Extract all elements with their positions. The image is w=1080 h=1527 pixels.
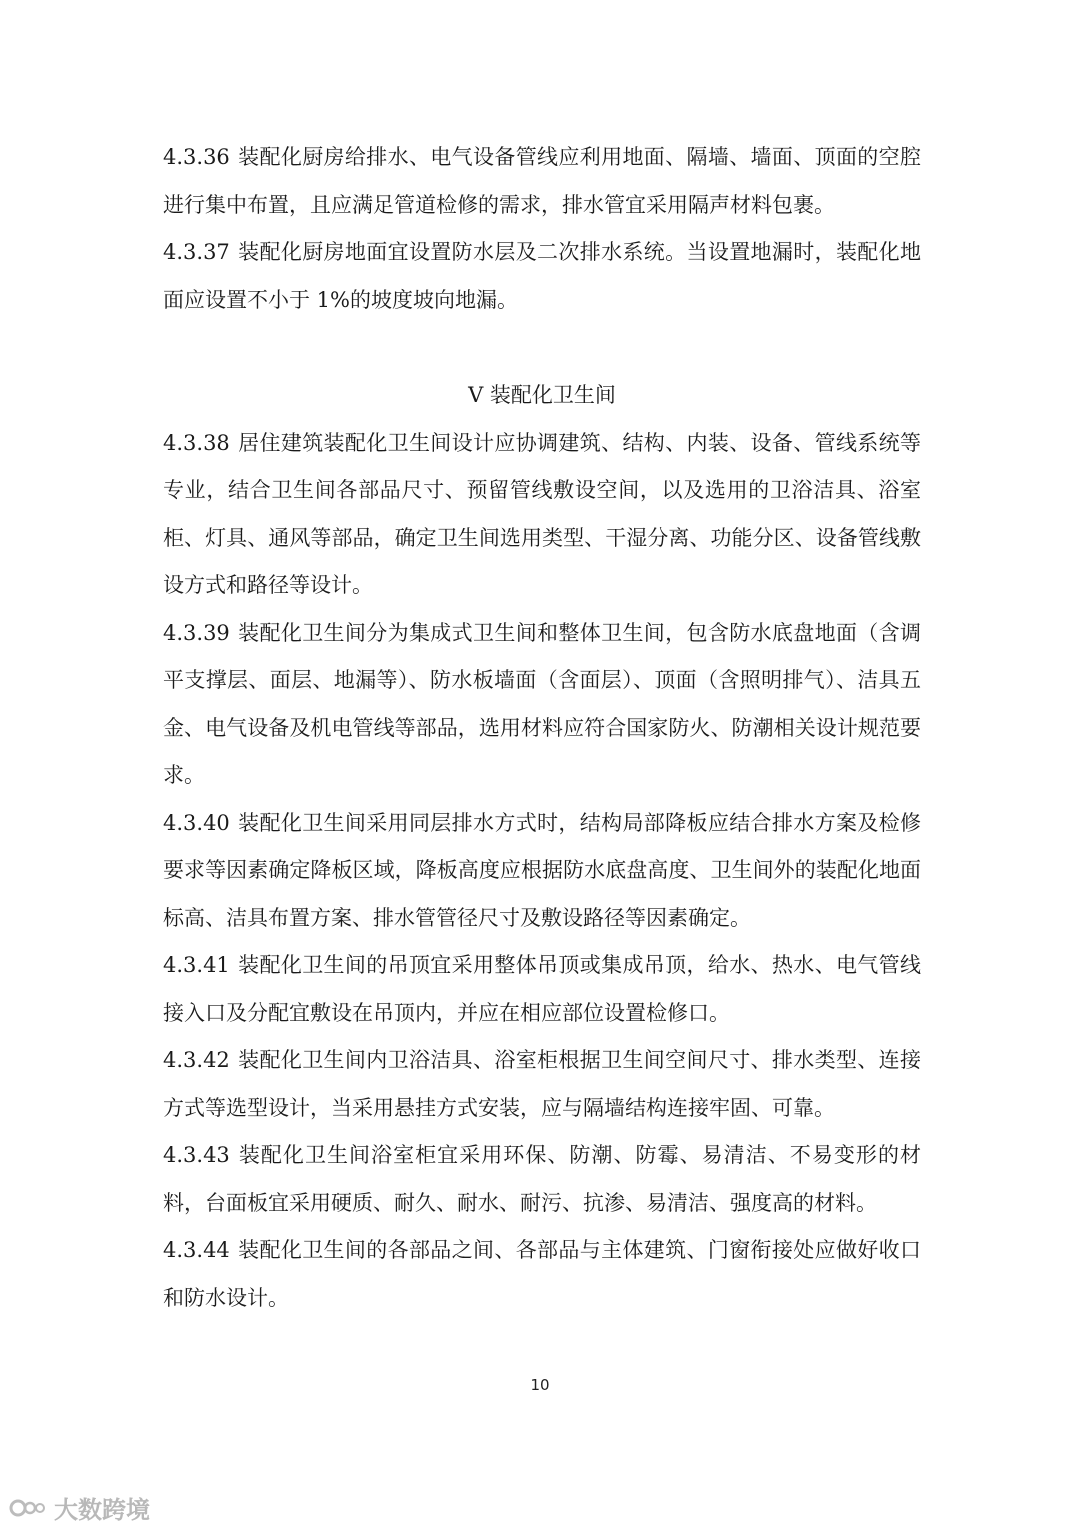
clause-text: 装配化卫生间内卫浴洁具、浴室柜根据卫生间空间尺寸、排水类型、连接方式等选型设计，当采用悬挂方式安装，应与隔墙结构连接牢固、可靠。 xyxy=(163,1048,921,1120)
clause-4-3-38 xyxy=(163,420,921,610)
clause-text: 装配化卫生间的吊顶宜采用整体吊顶或集成吊顶，给水、热水、电气管线接入口及分配宜敷设在吊顶内，并应在相应部位设置检修口。 xyxy=(163,953,921,1025)
clause-4-3-36 xyxy=(163,134,921,229)
clause-4-3-44 xyxy=(163,1227,921,1322)
clause-text: 装配化厨房地面宜设置防水层及二次排水系统。当设置地漏时，装配化地面应设置不小于 1%的坡度坡向地漏。 xyxy=(163,240,921,312)
clause-number: 4.3.40 xyxy=(163,810,230,835)
clause-text: 装配化卫生间的各部品之间、各部品与主体建筑、门窗衔接处应做好收口和防水设计。 xyxy=(163,1238,921,1310)
clause-number: 4.3.42 xyxy=(163,1048,230,1072)
clause-4-3-43 xyxy=(163,1132,921,1227)
clause-4-3-39 xyxy=(163,610,921,800)
clause-number: 4.3.43 xyxy=(163,1143,230,1167)
logo-icon xyxy=(8,1496,48,1520)
page-content xyxy=(163,134,921,1322)
clause-number: 4.3.44 xyxy=(163,1238,230,1262)
page-number: 10 xyxy=(530,1376,550,1394)
clause-text: 居住建筑装配化卫生间设计应协调建筑、结构、内装、设备、管线系统等专业，结合卫生间各部品尺寸、预留管线敷设空间，以及选用的卫浴洁具、浴室柜、灯具、通风等部品，确定卫生间选用类型、干湿分离、功能分区、设备管线敷设方式和路径等设计。 xyxy=(163,430,921,597)
clause-number: 4.3.41 xyxy=(163,953,230,977)
clause-text: 装配化厨房给排水、电气设备管线应利用地面、隔墙、墙面、顶面的空腔进行集中布置，且应满足管道检修的需求，排水管宜采用隔声材料包裹。 xyxy=(163,145,921,217)
watermark xyxy=(8,1490,150,1525)
clause-number: 4.3.36 xyxy=(163,145,230,169)
clause-4-3-37 xyxy=(163,229,921,324)
clause-text: 装配化卫生间分为集成式卫生间和整体卫生间，包含防水底盘地面（含调平支撑层、面层、地漏等）、防水板墙面（含面层）、顶面（含照明排气）、洁具五金、电气设备及机电管线等部品，选用材料应符合国家防火、防潮相关设计规范要求。 xyxy=(163,620,921,787)
clause-text: 装配化卫生间浴室柜宜采用环保、防潮、防霉、易清洁、不易变形的材料，台面板宜采用硬质、耐久、耐水、耐污、抗渗、易清洁、强度高的材料。 xyxy=(163,1143,921,1215)
section-title: V 装配化卫生间 xyxy=(468,383,616,407)
clause-number: 4.3.37 xyxy=(163,240,230,264)
clause-4-3-42 xyxy=(163,1037,921,1132)
clause-4-3-41 xyxy=(163,942,921,1037)
clause-4-3-40 xyxy=(163,800,921,943)
watermark-text: 大数跨境 xyxy=(54,1496,150,1524)
clause-text: 装配化卫生间采用同层排水方式时，结构局部降板应结合排水方案及检修要求等因素确定降板区域，降板高度应根据防水底盘高度、卫生间外的装配化地面标高、洁具布置方案、排水管管径尺寸及敷设路径等因素确定。 xyxy=(163,810,921,930)
clause-number: 4.3.39 xyxy=(163,620,230,645)
clause-number: 4.3.38 xyxy=(163,430,230,455)
